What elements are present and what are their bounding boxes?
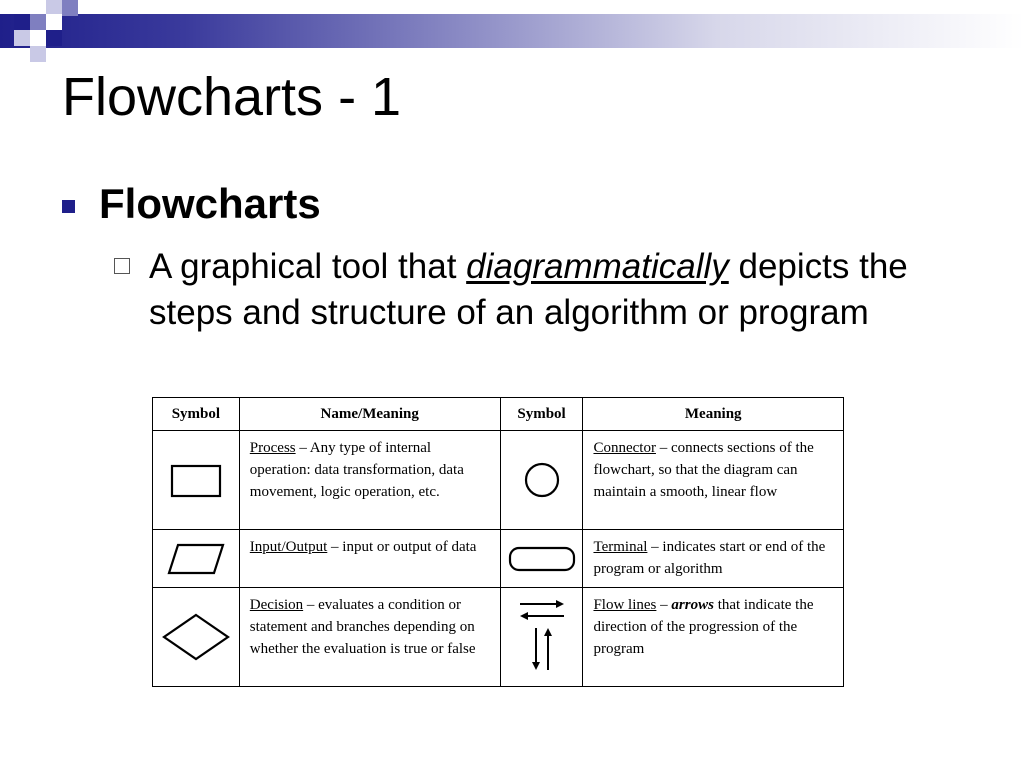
connector-circle-icon	[520, 458, 564, 502]
bullet-text: Flowcharts	[99, 180, 321, 227]
sub-bullet-text	[149, 244, 984, 336]
terminal-term: Terminal	[593, 539, 648, 555]
flowchart-symbols-table	[152, 397, 844, 687]
process-rectangle-icon	[168, 460, 224, 500]
table-row	[153, 588, 844, 687]
square-bullet-icon	[62, 200, 75, 213]
connector-term: Connector	[593, 440, 656, 456]
diamond-icon	[160, 611, 232, 663]
decision-text: – evaluates a condition or statement and branches depending on whether the evaluation is true or false	[249, 597, 476, 657]
decorative-square	[46, 14, 62, 30]
header-meaning: Meaning	[583, 398, 844, 431]
input-output-text: – input or output of data	[327, 539, 477, 555]
process-term: Process	[249, 440, 296, 456]
terminal-description	[583, 530, 844, 588]
process-symbol-cell	[153, 431, 240, 530]
header-gradient-band	[0, 14, 1024, 48]
table-header-row	[153, 398, 844, 431]
flow-lines-term: Flow lines	[593, 597, 657, 613]
decorative-square	[46, 30, 62, 46]
table-row	[153, 431, 844, 530]
connector-description	[583, 431, 844, 530]
flow-lines-dash: –	[656, 597, 672, 613]
hollow-square-bullet-icon	[114, 258, 130, 274]
header-symbol-2: Symbol	[500, 398, 583, 431]
flow-arrows-icon	[512, 594, 572, 674]
slide-title: Flowcharts - 1	[62, 67, 402, 127]
input-output-symbol-cell	[153, 530, 240, 588]
flow-lines-description	[583, 588, 844, 687]
decorative-square	[30, 46, 46, 62]
parallelogram-icon	[165, 541, 227, 577]
table-row	[153, 530, 844, 588]
process-description	[239, 431, 500, 530]
sub-bullet-text-after: depicts the steps and structure of an algorithm or program	[149, 247, 908, 332]
header-name-meaning: Name/Meaning	[239, 398, 500, 431]
process-text: – Any type of internal operation: data transformation, data movement, logic operation, etc.	[249, 440, 464, 500]
decorative-square	[14, 14, 30, 30]
terminal-symbol-cell	[500, 530, 583, 588]
connector-symbol-cell	[500, 431, 583, 530]
input-output-term: Input/Output	[249, 539, 328, 555]
connector-text: – connects sections of the flowchart, so that the diagram can maintain a smooth, linear flow	[593, 440, 814, 500]
decorative-square	[30, 30, 46, 46]
sub-bullet-emphasis: diagrammatically	[466, 247, 729, 286]
rounded-rectangle-icon	[506, 544, 578, 574]
decision-term: Decision	[249, 597, 304, 613]
flow-lines-emphasis: arrows	[671, 597, 714, 613]
input-output-description	[239, 530, 500, 588]
sub-bullet-item	[114, 244, 984, 336]
flow-lines-symbol-cell	[500, 588, 583, 687]
terminal-text: – indicates start or end of the program or algorithm	[593, 539, 826, 577]
decorative-square	[62, 0, 78, 16]
decision-description	[239, 588, 500, 687]
decorative-square	[30, 14, 46, 30]
bullet-item	[62, 180, 321, 228]
decorative-square	[14, 30, 30, 46]
sub-bullet-text-before: A graphical tool that	[149, 247, 467, 286]
header-symbol: Symbol	[153, 398, 240, 431]
flow-lines-text: that indicate the direction of the progression of the program	[593, 597, 814, 657]
decision-symbol-cell	[153, 588, 240, 687]
